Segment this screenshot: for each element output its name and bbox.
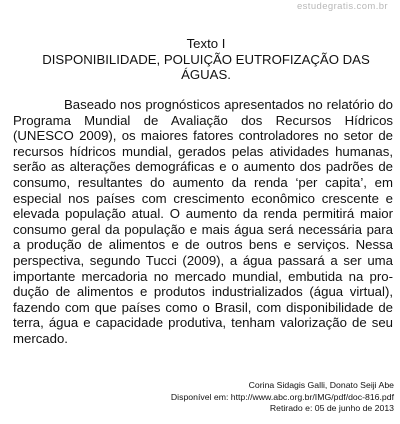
source-url: Disponível em: http://www.abc.org.br/IMG/pdf/doc-816.pdf: [170, 391, 394, 402]
text-title-line-1: DISPONIBILIDADE, POLUIÇÃO EUTROFIZAÇÃO DAS: [42, 51, 370, 67]
text-heading: [16, 36, 396, 83]
source-retrieved-date: Retirado e: 05 de junho de 2013: [269, 403, 394, 413]
text-label: Texto I: [186, 36, 226, 51]
body-paragraph: Baseado nos prognósticos apresentados no relatório do Programa Mundial de Avaliação dos Recursos Hídricos (UNESCO 2009), os maiores fatores controladores no setor de recursos hídricos mundial, gerados pelas atividades humanas, serão as alterações demográficas e o aumento dos padrões de consumo, resultantes do aumento da renda ‘per capita’, em especial nos países com crescimento econômico crescente e elevada população atual. O aumento da renda permitirá maior consumo geral da população e mais água será necessária para a produção de alimentos e de outros bens e serviços. Nessa perspectiva, segundo Tucci (2009), a água passará a ser uma importante mercadoria no mercado mundial, embutida na produção de alimentos e produtos industrializados (água virtual), fazendo com que países como o Brasil, com disponibilidade de terra, água e capacidade produtiva, tenham valorização de seu mercado.: [13, 97, 393, 346]
site-watermark: estudegratis.com.br: [296, 1, 388, 12]
text-title-line-2: ÁGUAS.: [181, 67, 231, 83]
source-authors: Corina Sidagis Galli, Donato Seiji Abe: [248, 380, 394, 390]
source-citation: [171, 380, 394, 415]
